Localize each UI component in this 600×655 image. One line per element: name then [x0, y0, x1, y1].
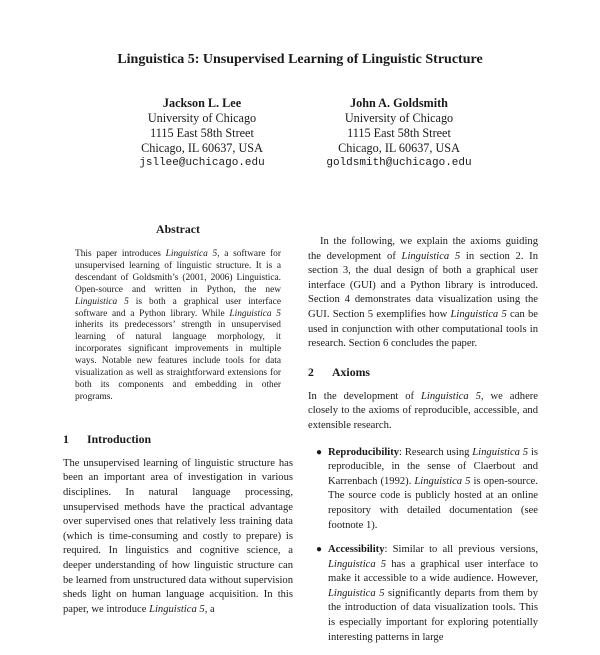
paper-title: Linguistica 5: Unsupervised Learning of Linguistic Structure	[117, 52, 483, 67]
axiom-text: : Research using Linguistica 5 is reproducible, in the sense of Claerbout and Karrenbach (1992). Linguistica 5 is open-source. The source code is publicly hosted at an online repository with detailed documentation (see footnote 1).	[328, 446, 539, 531]
section-heading-axioms	[308, 365, 538, 380]
axioms-intro-paragraph: In the development of Linguistica 5, we adhere closely to the axioms of reproducible, accessible, and extensible research.	[308, 390, 539, 431]
bullet-icon: ●	[316, 544, 323, 556]
axiom-item-reproducibility	[316, 446, 539, 534]
author-block-2	[299, 96, 499, 171]
introduction-paragraph: The unsupervised learning of linguistic structure has been an important area of investigation in various disciplines. In natural language processing, unsupervised methods have the practical advantage over supervised ones that relatively less training data (which is time-consuming and costly to prepare) is required. In linguistics and cognitive science, a deeper understanding of how linguistic structure can be learned from unstructured data without supervision sheds light on human language acquisition. In this paper, we introduce Linguistica 5, a	[63, 457, 293, 615]
section-number: 1	[63, 431, 69, 446]
bullet-icon: ●	[316, 446, 323, 458]
abstract-heading: Abstract	[156, 222, 200, 236]
section-number: 2	[308, 364, 314, 379]
abstract-body: This paper introduces Linguistica 5, a software for unsupervised learning of linguistic structure. It is a descendant of Goldsmith’s (2001, 2006) Linguistica. Open-source and written in Python, the new Linguistica 5 is both a graphical user interface software and a Python library. While Linguistica 5 inherits its predecessors’ strength in unsupervised learning of natural language morphology, it incorporates significant improvements in multiple ways. Notable new features include tools for data visualization as well as straightforward extensions for both its components and embedding in other programs.	[75, 249, 281, 402]
section-heading-introduction	[63, 432, 293, 447]
author-email: jsllee@uchicago.edu	[139, 157, 265, 169]
author-address-line1: 1115 East 58th Street	[347, 126, 451, 140]
section-title: Axioms	[332, 364, 371, 379]
axiom-term: Reproducibility	[328, 446, 400, 458]
author-email: goldsmith@uchicago.edu	[326, 157, 472, 169]
author-address-line2: Chicago, IL 60637, USA	[338, 141, 460, 155]
outline-paragraph: In the following, we explain the axioms guiding the development of Linguistica 5 in section 2. In section 3, the dual design of both a graphical user interface (GUI) and a Python library is introduced. Section 4 demonstrates data visualization using the GUI. Section 5 exemplifies how Linguistica 5 can be used in conjunction with other computational tools in research. Section 6 concludes the paper.	[308, 236, 539, 350]
author-affiliation: University of Chicago	[344, 111, 454, 125]
author-address-line2: Chicago, IL 60637, USA	[141, 141, 263, 155]
axiom-item-accessibility	[316, 543, 539, 645]
right-column	[308, 235, 538, 655]
author-block-1	[102, 96, 302, 171]
left-column	[63, 222, 293, 617]
author-name: Jackson L. Lee	[162, 96, 242, 110]
axiom-list	[308, 446, 538, 646]
author-affiliation: University of Chicago	[147, 111, 257, 125]
author-name: John A. Goldsmith	[350, 96, 448, 110]
axiom-term: Accessibility	[328, 544, 385, 556]
author-address-line1: 1115 East 58th Street	[150, 126, 254, 140]
axiom-text: : Similar to all previous versions, Linguistica 5 has a graphical user interface to make it accessible to a wide audience. However, Linguistica 5 significantly departs from them by the introduction of data visualization tools. This is especially important for exploring potentially interesting patterns in large	[328, 544, 539, 643]
section-title: Introduction	[87, 431, 152, 446]
